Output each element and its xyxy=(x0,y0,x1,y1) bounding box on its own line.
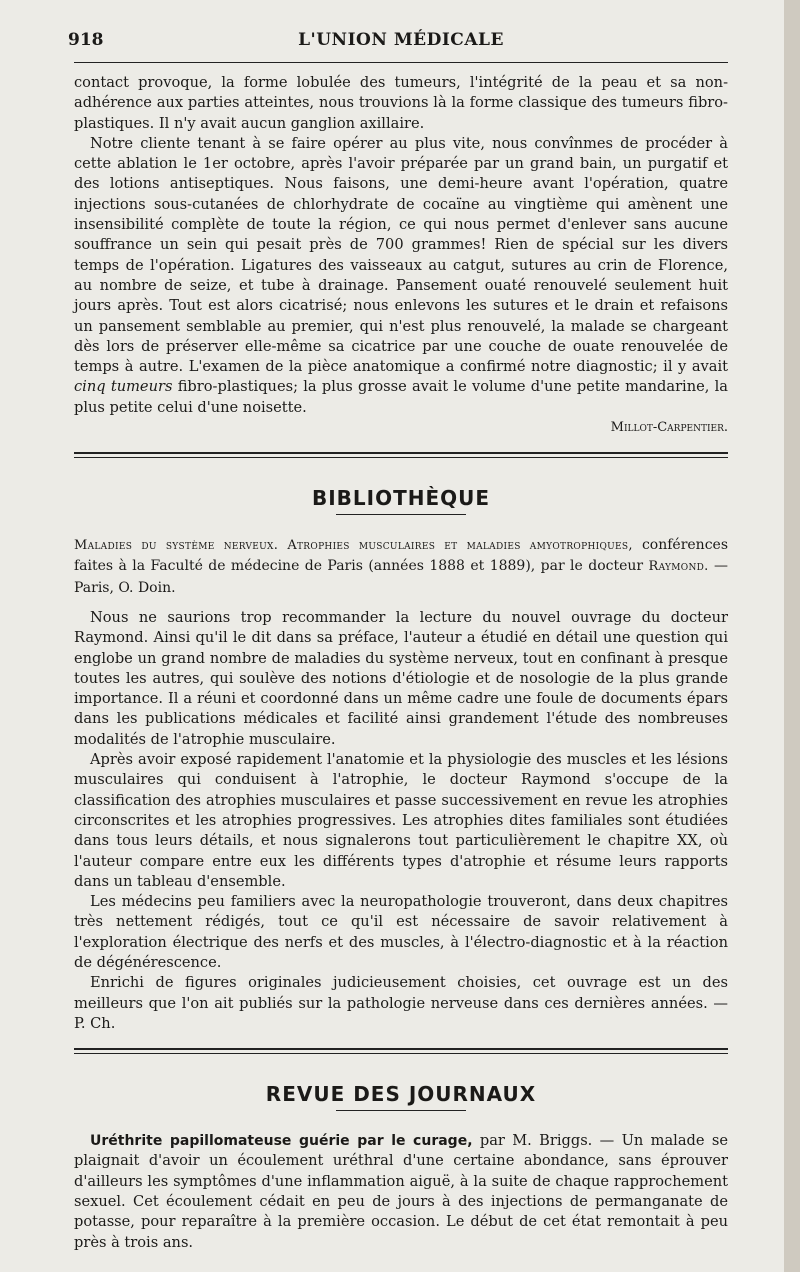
header-rule xyxy=(74,62,728,63)
case-paragraph-1: contact provoque, la forme lobulée des tumeurs, l'intégrité de la peau et sa non-adhérence aux parties atteintes, nous trouvions là la forme classique des tumeurs fibro-plastiques. Il n'y avait aucun ganglion axillaire. xyxy=(74,74,728,132)
page-number: 918 xyxy=(68,30,104,50)
book-publisher: — Paris, O. Doin. xyxy=(74,558,729,596)
section-double-rule xyxy=(74,452,728,458)
revue-section xyxy=(74,1082,728,1253)
book-details: conférences faites à la Faculté de médecine de Paris (années 1888 et 1889), par le docteur xyxy=(74,537,729,575)
review-paragraph-1: Nous ne saurions trop recommander la lecture du nouvel ouvrage du docteur Raymond. Ainsi qu'il le dit dans sa préface, l'auteur a étudié en détail une question qui englobe un grand nombre de maladies du système nerveux, tout en confinant à presque toutes les autres, qui soulève des notions d'étiologie et de nosologie de la plus grande importance. Il a réuni et coordonné dans un même cadre une foule de documents épars dans les publications médicales et facilité ainsi grandement l'étude des nombreuses modalités de l'atrophie musculaire. xyxy=(74,608,728,748)
case-paragraph-2-tail: fibro-plastiques; la plus grosse avait le volume d'une petite mandarine, la plus petite celui d'une noisette. xyxy=(74,378,729,416)
book-title: Maladies du système nerveux. Atrophies musculaires et maladies amyotrophiques, xyxy=(74,538,633,554)
page-edge-shadow xyxy=(784,0,800,1272)
page-header xyxy=(68,24,728,54)
article-title: Uréthrite papillomateuse guérie par le curage, xyxy=(90,1133,473,1150)
article-byline: par M. Briggs. xyxy=(479,1132,593,1150)
running-title: L'UNION MÉDICALE xyxy=(298,30,504,50)
case-paragraph-2-text: Notre cliente tenant à se faire opérer au plus vite, nous convînmes de procéder à cette ablation le 1er octobre, après l'avoir préparée par un grand bain, un purgatif et des lotions antiseptiques. Nous faisons, une demi-heure avant l'opération, quatre injections sous-cutanées de chlorhydrate de cocaïne au vingtième qui amènent une insensibilité complète de toute la région, ce qui nous permet d'enlever sans aucune souffrance un sein qui pesait près de 700 grammes! Rien de spécial sur les divers temps de l'opération. Ligatures des vaisseaux au catgut, sutures au crin de Florence, au nombre de seize, et tube à drainage. Pansement ouaté renouvelé seulement huit jours après. Tout est alors cicatrisé; nous enlevons les sutures et le drain et refaisons un pansement semblable au premier, qui n'est plus renouvelé, la malade se chargeant dès lors de préserver elle-même sa cicatrice par une couche de ouate renouvelée de temps à autre. L'examen de la pièce anatomique a confirmé notre diagnostic; il y avait xyxy=(74,134,728,376)
bibliotheque-section xyxy=(74,486,728,1034)
revue-title-rule xyxy=(336,1110,466,1111)
case-report-section xyxy=(74,73,728,438)
section-double-rule-2 xyxy=(74,1048,728,1054)
article-text: — Un malade se plaignait d'avoir un écoulement uréthral d'une certaine abondance, sans éprouver d'ailleurs les symptômes d'une inflammation aiguë, à la suite de chaque rapprochement sexuel. Cet écoulement cédait en peu de jours à des injections de permanganate de potasse, pour reparaître à la première occasion. Le début de cet état remontait à peu près à trois ans. xyxy=(74,1132,728,1251)
signature: Millot-Carpentier. xyxy=(610,420,728,436)
italic-phrase: cinq tumeurs xyxy=(74,378,173,396)
revue-title: REVUE DES JOURNAUX xyxy=(265,1082,537,1107)
review-paragraph-4: Enrichi de figures originales judicieusement choisies, cet ouvrage est un des meilleurs que l'on ait publiés sur la pathologie nerveuse dans ces dernières années. — P. Ch. xyxy=(74,974,728,1032)
review-paragraph-3: Les médecins peu familiers avec la neuropathologie trouveront, dans deux chapitres très nettement rédigés, tout ce qu'il est nécessaire de savoir relativement à l'exploration électrique des nerfs et des muscles, à l'électro-diagnostic et à la réaction de dégénérescence. xyxy=(74,893,728,971)
book-author: Raymond. xyxy=(648,559,709,575)
bibliotheque-title: BIBLIOTHÈQUE xyxy=(311,486,491,511)
case-paragraph-2 xyxy=(74,134,728,418)
bibliography-entry xyxy=(74,535,728,598)
bibliotheque-title-rule xyxy=(336,514,466,515)
article-paragraph xyxy=(74,1131,728,1253)
review-paragraph-2: Après avoir exposé rapidement l'anatomie et la physiologie des muscles et les lésions musculaires qui conduisent à l'atrophie, le docteur Raymond s'occupe de la classification des atrophies musculaires et passe successivement en revue les atrophies circonscrites et les atrophies progressives. Les atrophies dites familiales sont étudiées dans tous leurs détails, et nous signalerons tout particulièrement le chapitre XX, où l'auteur compare entre eux les différents types d'atrophie et résume leurs rapports dans un tableau d'ensemble. xyxy=(74,751,728,890)
